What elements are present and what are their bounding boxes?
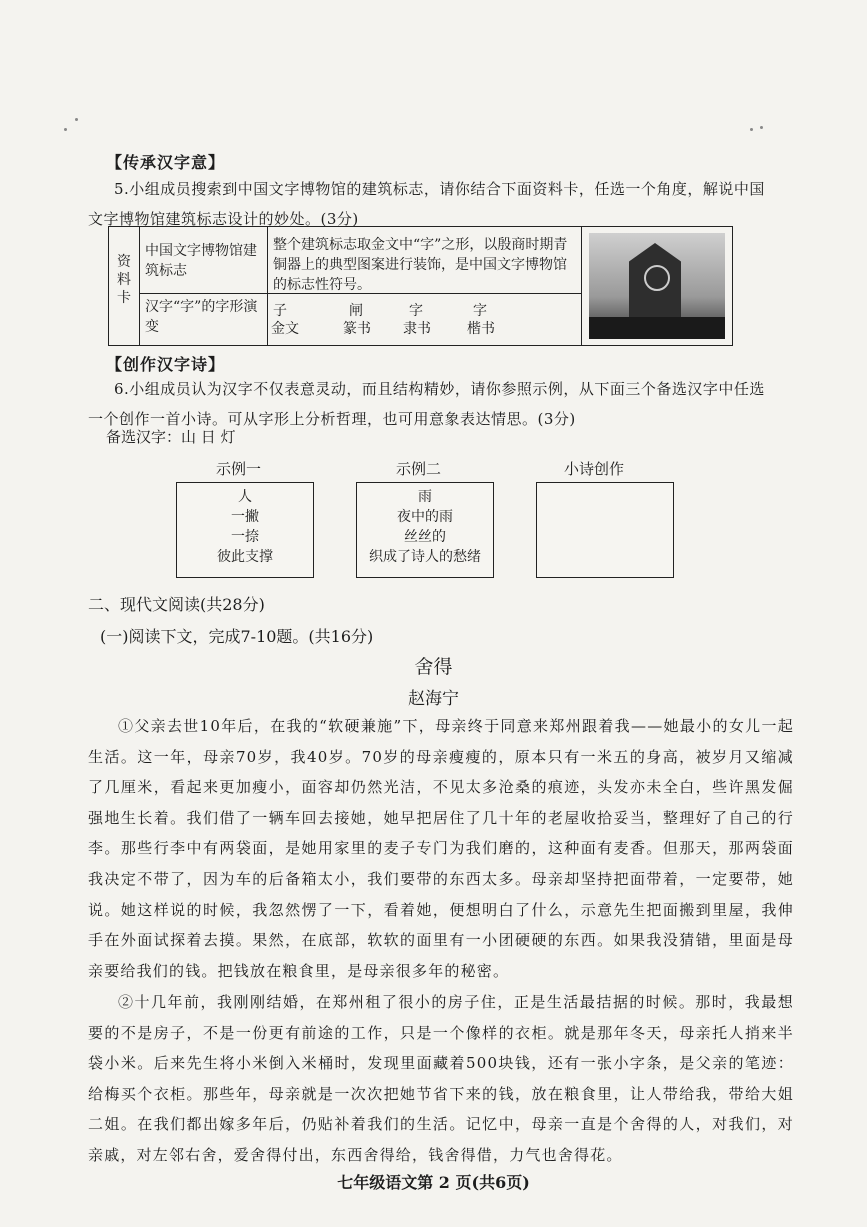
scan-speck bbox=[64, 128, 67, 131]
script-jinwen: 金文 bbox=[271, 321, 299, 337]
section-heading-inherit: 【传承汉字意】 bbox=[106, 153, 226, 172]
card-label: 资料卡 bbox=[117, 254, 131, 306]
script-lishu: 隶书 bbox=[403, 321, 431, 337]
example-2-title: 示例二 bbox=[396, 460, 442, 478]
scan-speck bbox=[760, 126, 763, 129]
card-row1-heading: 中国文字博物馆建筑标志 bbox=[145, 243, 257, 279]
script-zhuanshu: 篆书 bbox=[343, 321, 371, 337]
glyph-jinwen: 子 bbox=[273, 303, 287, 319]
museum-logo-photo bbox=[589, 233, 725, 339]
glyph-lishu: 字 bbox=[409, 303, 423, 319]
poem-line: 一捺 bbox=[231, 529, 259, 545]
example-1-title: 示例一 bbox=[216, 460, 262, 478]
card-row2-heading: 汉字“字”的字形演变 bbox=[145, 299, 258, 335]
part2-instruction: (一)阅读下文，完成7-10题。(共16分) bbox=[100, 627, 374, 646]
poem-creation-title: 小诗创作 bbox=[564, 460, 625, 478]
article-author: 赵海宁 bbox=[408, 689, 459, 709]
article-paragraph-2: ②十几年前，我刚刚结婚，在郑州租了很小的房子住，正是生活最拮据的时候。那时，我最想要的不是房子，不是一份更有前途的工作，只是一个像样的衣柜。就是那年冬天，母亲托人捎来半袋小米。后来先生将小米倒入米桶时，发现里面藏着500块钱，还有一张小字条，是父亲的笔迹：给梅买个衣柜。那些年，母亲就是一次次把她节省下来的钱，放在粮食里，让人带给我，带给大姐二姐。在我们都出嫁多年后，仍贴补着我们的生活。记忆中，母亲一直是个舍得的人，对我们，对亲戚，对左邻右舍，爱舍得付出，东西舍得给，钱舍得借，力气也舍得花。 bbox=[88, 993, 794, 1164]
part2-heading: 二、现代文阅读(共28分) bbox=[88, 595, 265, 614]
poem-line: 人 bbox=[238, 489, 252, 505]
article-title: 舍得 bbox=[414, 656, 453, 678]
scan-speck bbox=[75, 118, 78, 121]
script-kaishu: 楷书 bbox=[467, 321, 495, 337]
poem-line: 一撇 bbox=[231, 509, 259, 525]
page-footer: 七年级语文第 2 页(共6页) bbox=[337, 1173, 530, 1192]
poem-line: 雨 bbox=[418, 489, 432, 505]
question-5: 5.小组成员搜索到中国文字博物馆的建筑标志，请你结合下面资料卡，任选一个角度，解说中国文字博物馆建筑标志设计的妙处。(3分) bbox=[88, 180, 765, 228]
scan-speck bbox=[750, 128, 753, 131]
poem-line: 织成了诗人的愁绪 bbox=[369, 549, 481, 565]
poem-line: 夜中的雨 bbox=[397, 509, 453, 525]
section-heading-create: 【创作汉字诗】 bbox=[106, 355, 226, 374]
poem-answer-box[interactable] bbox=[536, 482, 674, 578]
glyph-zhuanshu: 闸 bbox=[349, 303, 363, 319]
resource-card bbox=[108, 226, 733, 346]
card-row1-text: 整个建筑标志取金文中“字”之形，以殷商时期青铜器上的典型图案进行装饰，是中国文字博物馆的标志性符号。 bbox=[273, 237, 568, 293]
example-2-box bbox=[356, 482, 494, 578]
article-paragraph-1: ①父亲去世10年后，在我的“软硬兼施”下，母亲终于同意来郑州跟着我——她最小的女儿一起生活。这一年，母亲70岁，我40岁。70岁的母亲瘦瘦的，原本只有一米五的身高，被岁月又缩减了几厘米，看起来更加瘦小，面容却仍然光洁，不见太多沧桑的痕迹，头发亦未全白，些许黑发倔强地生长着。我们借了一辆车回去接她，她早把居住了几十年的老屋收拾妥当，整理好了自己的行李。那些行李中有两袋面，是她用家里的麦子专门为我们磨的，这种面有麦香。但那天，那两袋面我决定不带了，因为车的后备箱太小，我们要带的东西太多。母亲却坚持把面带着，一定要带，她说。她这样说的时候，我忽然愣了一下，看着她，便想明白了什么，示意先生把面搬到里屋，我伸手在外面试探着去摸。果然，在底部，软软的面里有一小团硬硬的东西。如果我没猜错，里面是母亲要给我们的钱。把钱放在粮食里，是母亲很多年的秘密。 bbox=[88, 717, 794, 980]
example-1-box bbox=[176, 482, 314, 578]
question-6: 6.小组成员认为汉字不仅表意灵动，而且结构精妙，请你参照示例，从下面三个备选汉字中任选一个创作一首小诗。可从字形上分析哲理，也可用意象表达情思。(3分) bbox=[88, 380, 765, 428]
poem-line: 丝丝的 bbox=[404, 529, 446, 545]
glyph-kaishu: 字 bbox=[473, 303, 487, 319]
poem-line: 彼此支撑 bbox=[217, 549, 273, 565]
candidate-characters: 备选汉字：山 日 灯 bbox=[106, 428, 236, 446]
